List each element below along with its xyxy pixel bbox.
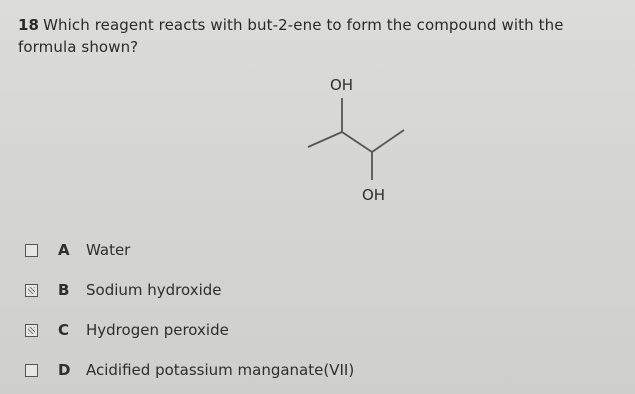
option-c-text: Hydrogen peroxide <box>86 321 229 339</box>
option-d[interactable] <box>25 350 585 390</box>
answer-options <box>25 230 585 390</box>
option-a-letter: A <box>58 241 70 259</box>
skeletal-structure-diagram <box>300 70 420 210</box>
question-text: Which reagent reacts with but-2-ene to form the compound with the formula shown? <box>18 16 564 56</box>
question-number: 18 <box>18 16 40 34</box>
option-d-letter: D <box>58 361 71 379</box>
question-text-block <box>18 14 618 58</box>
butane-diol-structure <box>300 70 420 210</box>
option-d-checkbox[interactable] <box>25 364 38 377</box>
option-a[interactable] <box>25 230 585 270</box>
option-b-letter: B <box>58 281 70 299</box>
option-b-text: Sodium hydroxide <box>86 281 222 299</box>
bottom-oh-label: OH <box>362 186 386 204</box>
option-c[interactable] <box>25 310 585 350</box>
option-a-checkbox[interactable] <box>25 244 38 257</box>
option-b[interactable] <box>25 270 585 310</box>
bond-methyl-right <box>372 130 404 152</box>
option-c-letter: C <box>58 321 70 339</box>
option-a-text: Water <box>86 241 131 259</box>
bond-methyl-left <box>308 132 342 147</box>
top-oh-label: OH <box>330 76 354 94</box>
bond-center <box>342 132 372 152</box>
option-c-checkbox[interactable] <box>25 324 38 337</box>
option-b-checkbox[interactable] <box>25 284 38 297</box>
option-d-text: Acidified potassium manganate(VII) <box>86 361 355 379</box>
